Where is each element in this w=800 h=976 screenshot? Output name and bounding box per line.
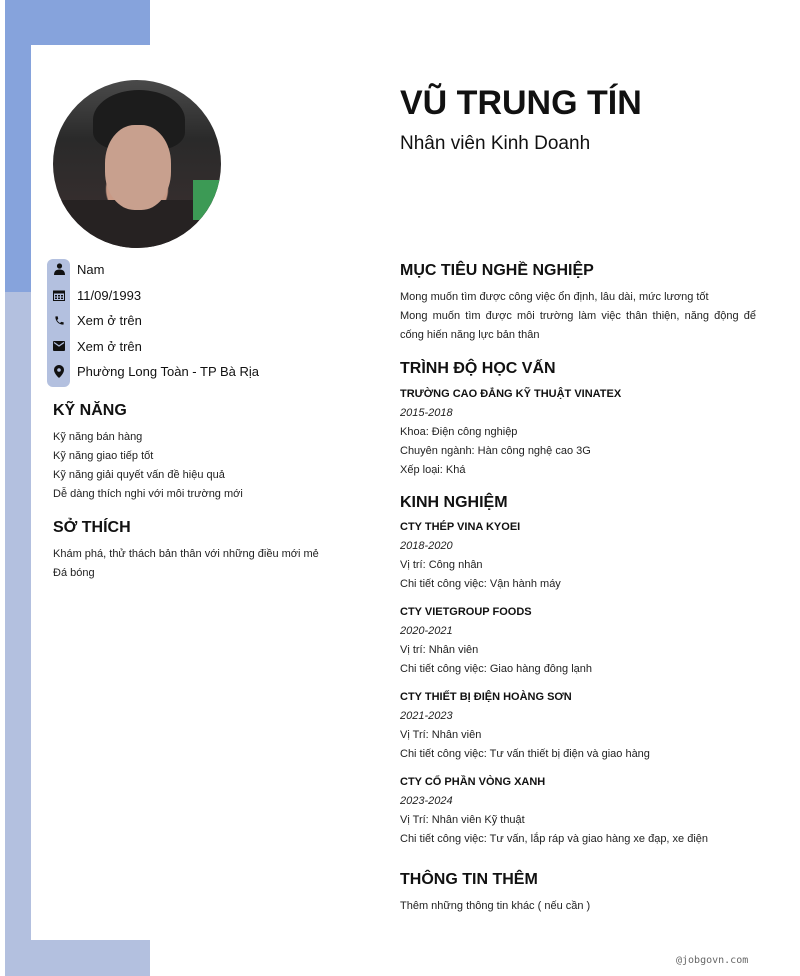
objective-title: MỤC TIÊU NGHỀ NGHIỆP	[400, 262, 594, 279]
person-icon	[52, 262, 66, 276]
skill-item: Kỹ năng bán hàng	[53, 431, 143, 443]
decor-bar-left-light	[5, 292, 31, 976]
decor-bar-bottom	[5, 940, 150, 976]
contact-address: Phường Long Toàn - TP Bà Rịa	[52, 361, 259, 381]
contact-phone: Xem ở trên	[52, 310, 142, 330]
additional-text: Thêm những thông tin khác ( nếu cần )	[400, 900, 591, 912]
skill-item: Dễ dàng thích nghi với môi trường mới	[53, 488, 243, 500]
education-title: TRÌNH ĐỘ HỌC VẤN	[400, 360, 556, 377]
contact-birthday: 11/09/1993	[52, 285, 141, 305]
education-date: 2015-2018	[400, 407, 453, 419]
skill-item: Kỹ năng giải quyết vấn đề hiệu quả	[53, 469, 225, 481]
job-entry: CTY CỔ PHẦN VÒNG XANH 2023-2024 Vị Trí: Nhân viên Kỹ thuật Chi tiết công việc: Tư vấn, lắp ráp và giao hàng xe đạp, xe điện	[400, 776, 709, 845]
school-name: TRƯỜNG CAO ĐẲNG KỸ THUẬT VINATEX	[400, 388, 622, 400]
candidate-name: VŨ TRUNG TÍN	[400, 84, 642, 122]
candidate-role: Nhân viên Kinh Doanh	[400, 133, 591, 154]
skills-title: KỸ NĂNG	[53, 402, 127, 419]
skill-item: Kỹ năng giao tiếp tốt	[53, 450, 154, 462]
experience-title: KINH NGHIỆM	[400, 494, 508, 511]
profile-photo	[53, 80, 221, 248]
job-entry: CTY THIẾT BỊ ĐIỆN HOÀNG SƠN 2021-2023 Vị Trí: Nhân viên Chi tiết công việc: Tư vấn thiết bị điện và giao hàng	[400, 691, 650, 760]
education-section: TRƯỜNG CAO ĐẲNG KỸ THUẬT VINATEX 2015-2018 Khoa: Điện công nghiệp Chuyên ngành: Hàn công nghệ cao 3G Xếp loại: Khá	[400, 385, 756, 480]
email-icon	[52, 339, 66, 353]
decor-bar-left	[5, 0, 31, 292]
contact-gender: Nam	[52, 259, 104, 279]
hobby-item: Đá bóng	[53, 567, 95, 579]
skills-list	[53, 428, 243, 504]
experience-section	[400, 518, 756, 858]
job-entry: CTY THÉP VINA KYOEI 2018-2020 Vị trí: Công nhân Chi tiết công việc: Vận hành máy	[400, 521, 561, 590]
phone-icon	[52, 313, 66, 327]
hobby-item: Khám phá, thử thách bản thân với những điều mới mẻ	[53, 548, 319, 560]
watermark: @jobgovn.com	[676, 955, 749, 966]
location-pin-icon	[52, 364, 66, 378]
calendar-icon	[52, 288, 66, 302]
hobbies-list	[53, 545, 319, 583]
job-entry: CTY VIETGROUP FOODS 2020-2021 Vị trí: Nhân viên Chi tiết công việc: Giao hàng đông lạnh	[400, 606, 593, 675]
hobbies-title: SỞ THÍCH	[53, 519, 131, 536]
additional-title: THÔNG TIN THÊM	[400, 871, 538, 888]
objective-text: Mong muốn tìm được công việc ổn định, lâu dài, mức lương tốt Mong muốn tìm được môi trường làm việc thân thiện, năng động để cống hiến năng lực bản thân	[400, 291, 756, 341]
contact-email: Xem ở trên	[52, 336, 142, 356]
